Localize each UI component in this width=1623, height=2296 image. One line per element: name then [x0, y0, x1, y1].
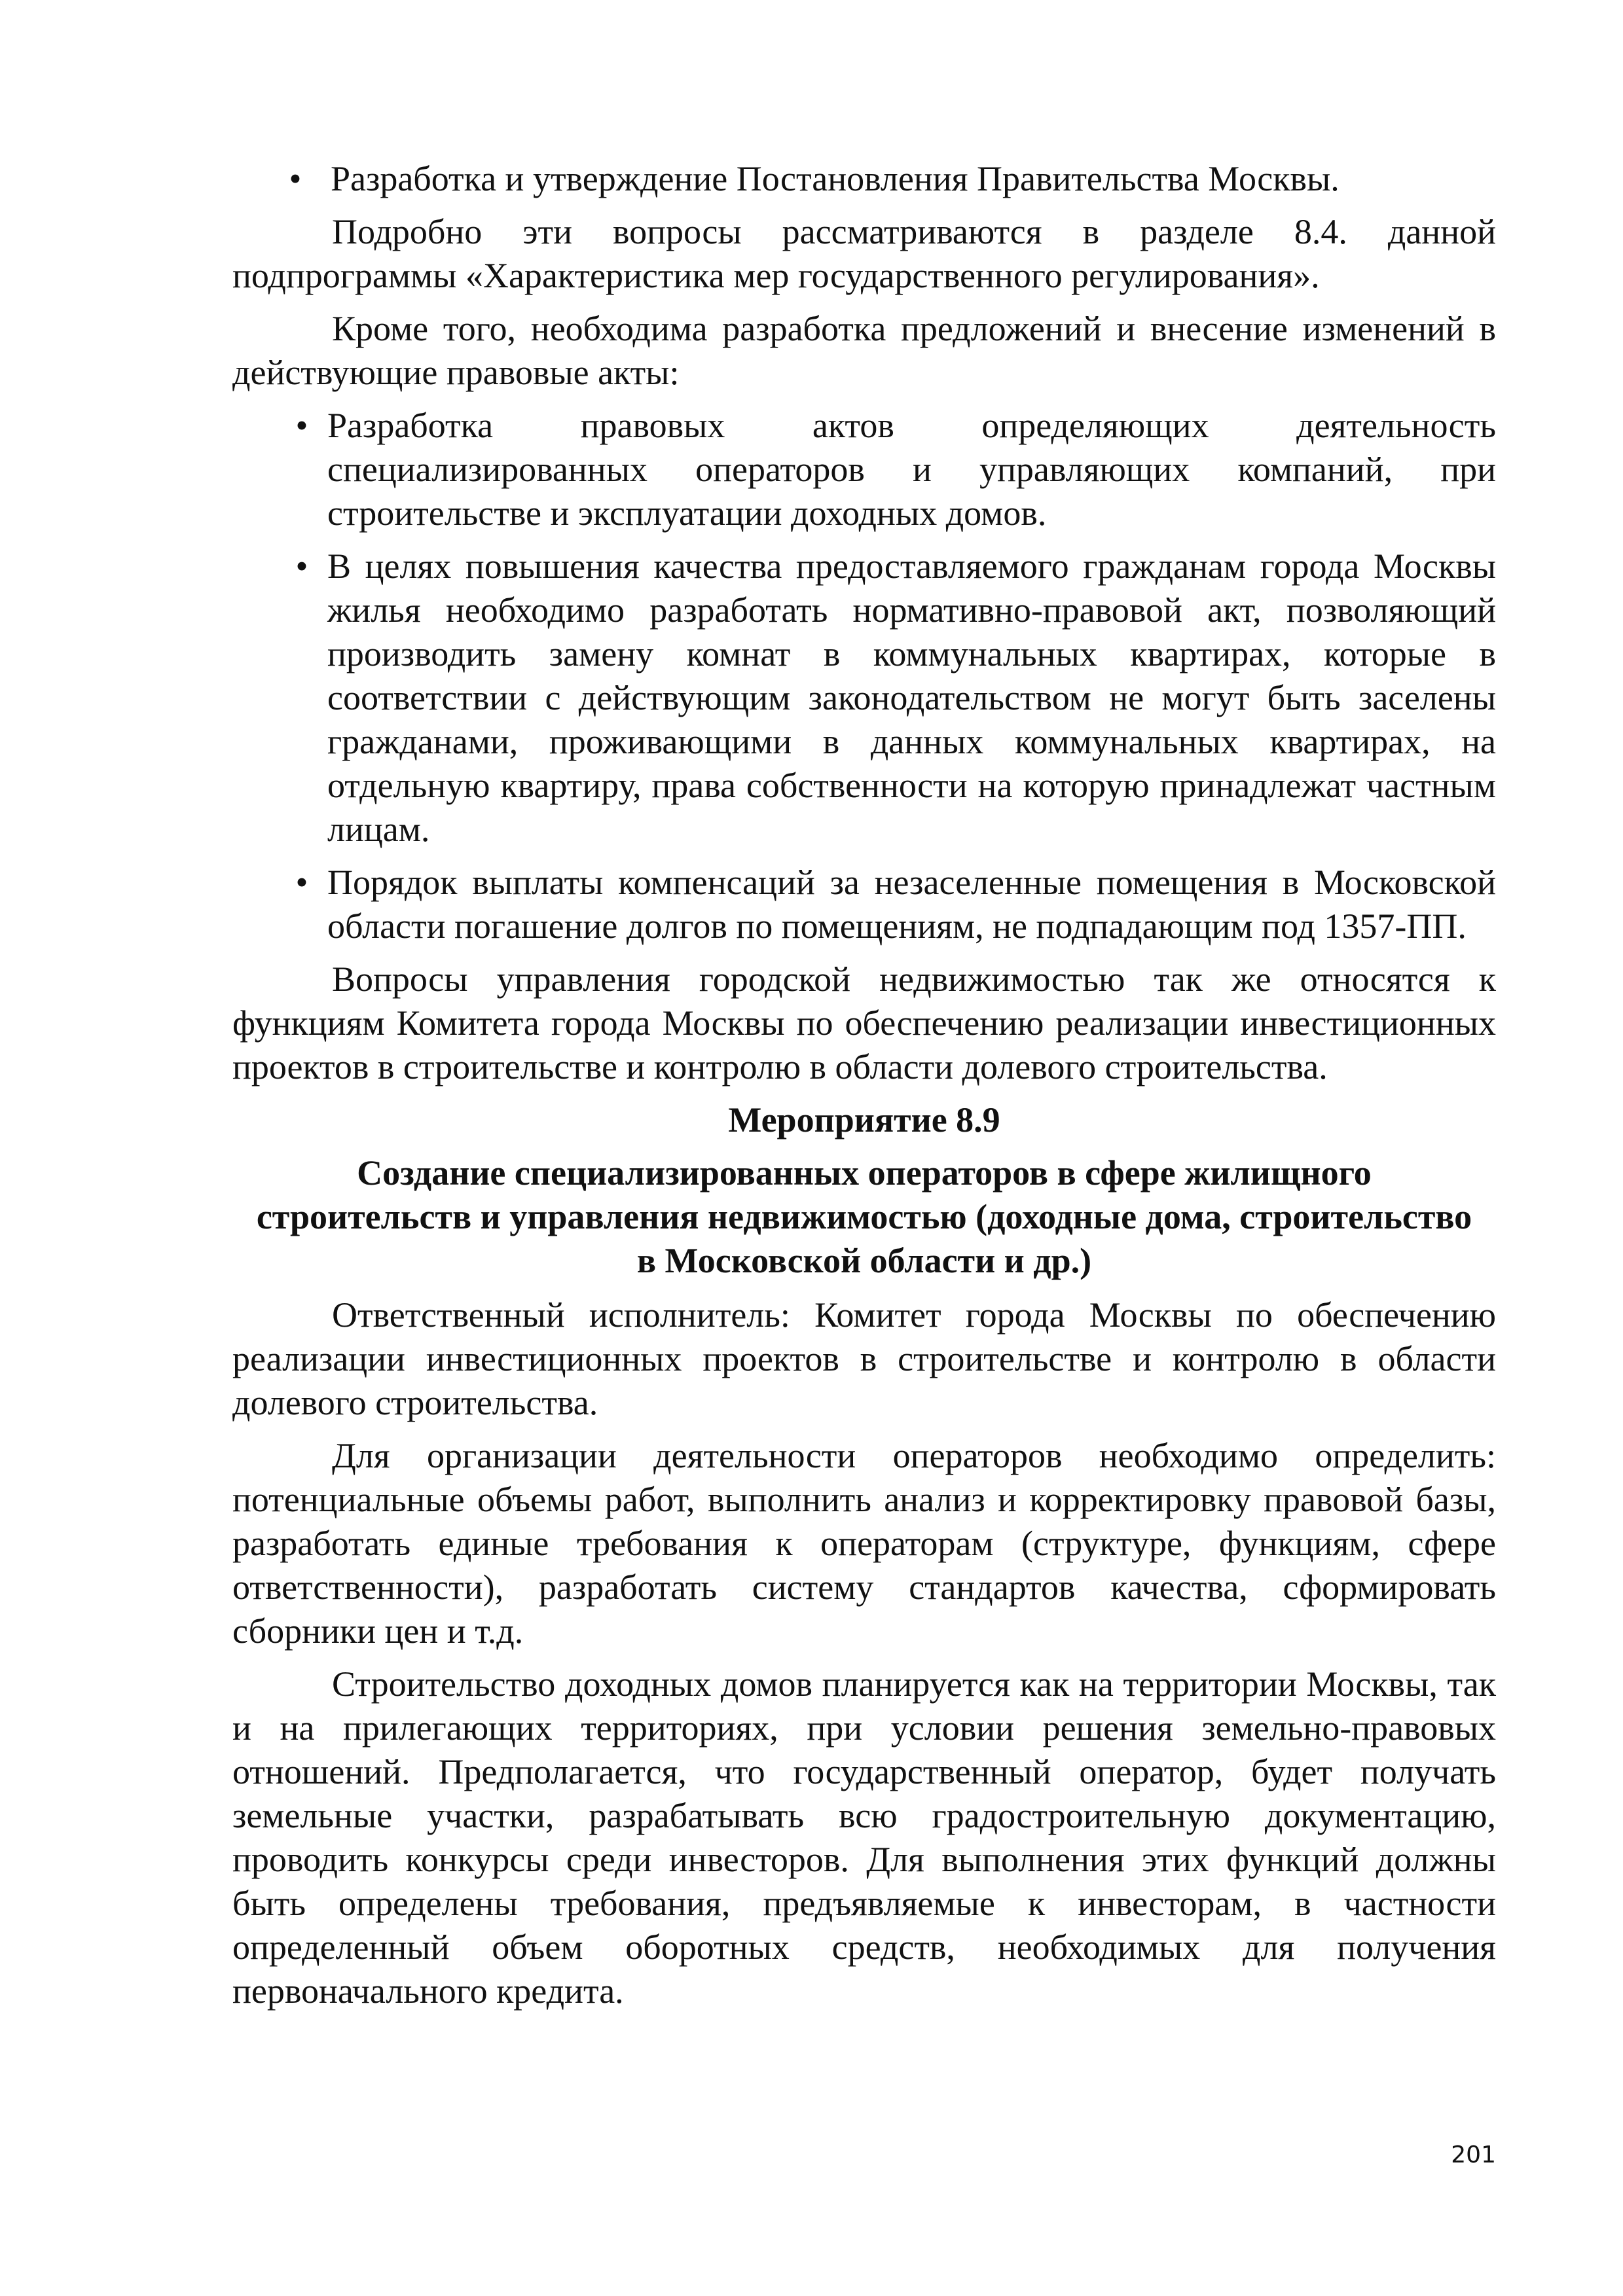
bullet-icon: •: [295, 547, 308, 586]
paragraph: Подробно эти вопросы рассматриваются в разделе 8.4. данной подпрограммы «Характеристика мер государственного регулирования».: [232, 212, 1496, 295]
list-item: [232, 404, 1496, 535]
paragraph: Вопросы управления городской недвижимостью так же относятся к функциям Комитета города Москвы по обеспечению реализации инвестиционных проектов в строительстве и контролю в области долевого строительства.: [232, 960, 1496, 1086]
section-heading: Мероприятие 8.9: [728, 1100, 1000, 1139]
page-number: 201: [1451, 2142, 1496, 2168]
bullet-icon: •: [289, 159, 302, 198]
list-item: [232, 157, 1496, 201]
paragraph: Кроме того, необходима разработка предложений и внесение изменений в действующие правовые акты:: [232, 309, 1496, 392]
paragraph: Для организации деятельности операторов необходимо определить: потенциальные объемы работ, выполнить анализ и корректировку правовой базы, разработать единые требования к операторам (структуре, функциям, сфере ответственности), разработать систему стандартов качества, сформировать сборники цен и т.д.: [232, 1436, 1496, 1651]
list-item-text: Разработка правовых актов определяющих деятельность специализированных операторов и управляющих компаний, при строительстве и эксплуатации доходных домов.: [327, 406, 1496, 533]
bullet-icon: •: [295, 406, 308, 445]
page-content: [232, 157, 1496, 2022]
intro-list: [232, 157, 1496, 201]
list-item-text: В целях повышения качества предоставляемого гражданам города Москвы жилья необходимо разработать нормативно-правовой акт, позволяющий производить замену комнат в коммунальных квартирах, которые в соответствии с действующим законодательством не могут быть заселены гражданами, проживающими в данных коммунальных квартирах, на отдельную квартиру, права собственности на которую принадлежат частным лицам.: [327, 547, 1496, 849]
list-item-text: Разработка и утверждение Постановления Правительства Москвы.: [331, 159, 1340, 198]
section-subheading: Создание специализированных операторов в сфере жилищного строительств и управления недвижимостью (доходные дома, строительство в Московской области и др.): [256, 1153, 1472, 1280]
list-item: [232, 861, 1496, 948]
bullet-icon: •: [295, 863, 308, 902]
paragraph: Строительство доходных домов планируется как на территории Москвы, так и на прилегающих территориях, при условии решения земельно-правовых отношений. Предполагается, что государственный оператор, будет получать земельные участки, разрабатывать всю градостроительную документацию, проводить конкурсы среди инвесторов. Для выполнения этих функций должны быть определены требования, предъявляемые к инвесторам, в частности определенный объем оборотных средств, необходимых для получения первоначального кредита.: [232, 1664, 1496, 2011]
legal-acts-list: [232, 404, 1496, 948]
list-item: [232, 545, 1496, 852]
paragraph: Ответственный исполнитель: Комитет города Москвы по обеспечению реализации инвестиционных проектов в строительстве и контролю в области долевого строительства.: [232, 1295, 1496, 1422]
list-item-text: Порядок выплаты компенсаций за незаселенные помещения в Московской области погашение долгов по помещениям, не подпадающим под 1357-ПП.: [327, 863, 1496, 946]
